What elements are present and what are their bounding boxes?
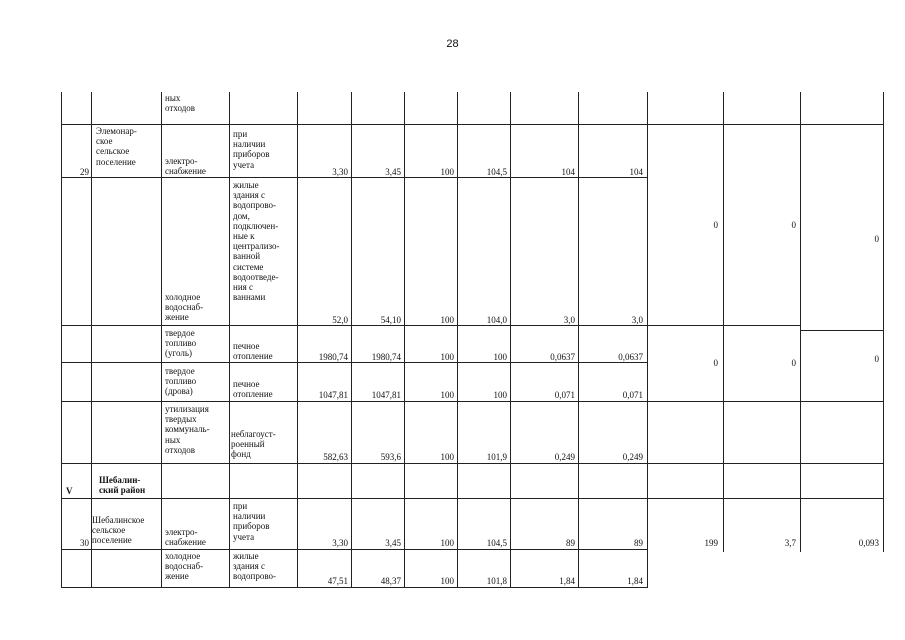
condition-cell: печное отопление: [233, 341, 273, 362]
value-cell: 100: [493, 390, 507, 400]
row-number: 29: [80, 167, 89, 177]
service-cell: электро- снабжение: [165, 527, 206, 548]
value-cell: 104: [561, 167, 575, 177]
value-cell: 104,5: [486, 538, 507, 548]
service-cell: холодное водоснаб- жение: [165, 292, 204, 323]
value-cell: 3,45: [385, 167, 401, 177]
summary-cell: 0: [713, 358, 718, 368]
value-cell: 100: [440, 576, 454, 586]
value-cell: 100: [440, 315, 454, 325]
condition-cell: при наличии приборов учета: [233, 501, 270, 542]
value-cell: 3,45: [385, 538, 401, 548]
value-cell: 89: [634, 538, 643, 548]
page-number: 28: [446, 38, 459, 50]
summary-cell: 0: [791, 358, 796, 368]
value-cell: 0,0637: [550, 352, 575, 362]
service-cell: твердое топливо (дрова): [165, 366, 197, 397]
value-cell: 1980,74: [371, 352, 401, 362]
value-cell: 100: [440, 538, 454, 548]
value-cell: 1,84: [559, 576, 575, 586]
value-cell: 0,071: [554, 390, 575, 400]
summary-cell: 199: [704, 538, 718, 548]
condition-cell: при наличии приборов учета: [233, 129, 270, 170]
value-cell: 582,63: [323, 452, 348, 462]
service-cell: утилизация твердых коммуналь- ных отходов: [165, 404, 210, 455]
value-cell: 101,8: [486, 576, 507, 586]
table-rule: [647, 92, 648, 588]
condition-cell: печное отопление: [233, 379, 273, 400]
value-cell: 1047,81: [371, 390, 401, 400]
value-cell: 100: [440, 452, 454, 462]
value-cell: 100: [440, 390, 454, 400]
table-rule: [723, 92, 724, 552]
value-cell: 0,0637: [618, 352, 643, 362]
table-rule: [161, 92, 162, 588]
value-cell: 0,249: [554, 452, 575, 462]
table-rule: [61, 463, 883, 464]
value-cell: 100: [440, 167, 454, 177]
service-cell: холодное водоснаб- жение: [165, 551, 204, 582]
service-cell: электро- снабжение: [165, 156, 206, 177]
value-cell: 3,0: [563, 315, 575, 325]
table-rule: [91, 92, 92, 588]
value-cell: 1980,74: [318, 352, 348, 362]
condition-cell: жилые здания с водопрово-: [233, 551, 277, 582]
service-cell: твердое топливо (уголь): [165, 328, 197, 359]
value-cell: 100: [493, 352, 507, 362]
value-cell: 104,5: [486, 167, 507, 177]
summary-cell: 0: [713, 220, 718, 230]
settlement-name: Шебалинское сельское поселение: [92, 515, 145, 546]
value-cell: 104,0: [486, 315, 507, 325]
table-rule: [800, 330, 883, 331]
settlement-name: Элемонар- ское сельское поселение: [96, 126, 137, 167]
service-cell: ных отходов: [165, 93, 196, 114]
value-cell: 1,84: [627, 576, 643, 586]
table-rule: [800, 92, 801, 552]
summary-cell: 0: [874, 234, 879, 244]
table-rule: [883, 92, 884, 552]
summary-cell: 0,093: [858, 538, 879, 548]
table-rule: [648, 325, 800, 326]
value-cell: 47,51: [327, 576, 348, 586]
value-cell: 0,249: [622, 452, 643, 462]
summary-cell: 0: [874, 354, 879, 364]
value-cell: 54,10: [380, 315, 401, 325]
value-cell: 3,0: [631, 315, 643, 325]
table-rule: [229, 92, 230, 588]
value-cell: 0,071: [622, 390, 643, 400]
district-number: V: [66, 486, 73, 496]
value-cell: 3,30: [332, 167, 348, 177]
value-cell: 48,37: [380, 576, 401, 586]
table-rule: [61, 587, 647, 588]
district-name: Шебалин- ский район: [99, 475, 146, 496]
summary-cell: 0: [791, 220, 796, 230]
value-cell: 104: [629, 167, 643, 177]
value-cell: 3,30: [332, 538, 348, 548]
value-cell: 101,9: [486, 452, 507, 462]
row-number: 30: [80, 538, 89, 548]
value-cell: 52,0: [332, 315, 348, 325]
value-cell: 593,6: [380, 452, 401, 462]
table-rule: [61, 124, 883, 125]
condition-cell: неблагоуст- роенный фонд: [231, 429, 276, 460]
summary-cell: 3,7: [784, 538, 796, 548]
value-cell: 89: [566, 538, 575, 548]
table-rule: [61, 498, 883, 499]
condition-cell: жилые здания с водопрово- дом, подключен- ные к централизо- ванной системе водоотведе- ния с ваннами: [233, 180, 280, 303]
table-rule: [61, 401, 883, 402]
value-cell: 1047,81: [318, 390, 348, 400]
table-rule: [61, 549, 647, 550]
value-cell: 100: [440, 352, 454, 362]
